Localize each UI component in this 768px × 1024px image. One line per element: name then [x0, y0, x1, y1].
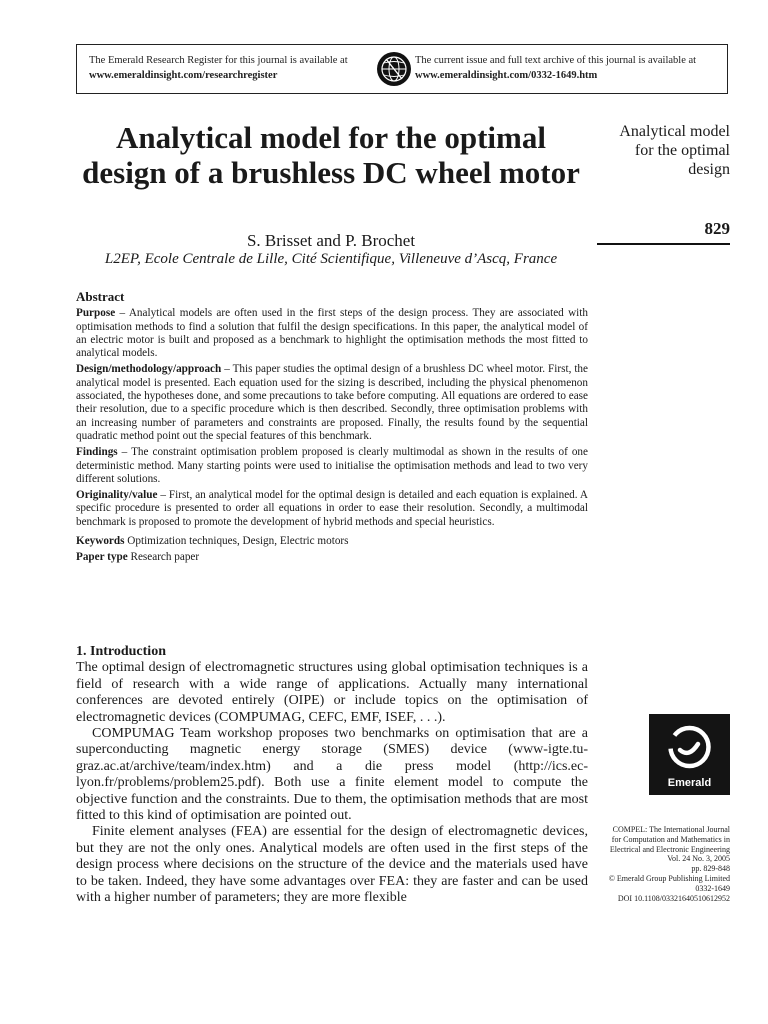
intro-paragraph: Finite element analyses (FEA) are essential for the design of electromagnetic devices, but they are not the only ones. Analytical models are often used in the first steps of the design process where decisions on the structure of the device and the materials used have to be taken. Indeed, they have some advantages over FEA: they are faster and can be used with a higher number of parameters; they are more flexible [76, 824, 588, 906]
page-number: 829 [704, 219, 730, 238]
purpose-text: – Analytical models are often used in the first steps of the design process. They are associated with optimisation methods to find a solution that fulfil the design specifications. In this paper, the analytical model of an electric motor is built and proposed as a benchmark to highlight the optimisation methods the most fitted to analytical models. [76, 307, 588, 360]
journal-info-line: DOI 10.1108/03321640510612952 [617, 893, 730, 903]
findings-label: Findings [76, 446, 118, 459]
abstract-purpose [76, 307, 588, 360]
archive-notice [415, 53, 725, 83]
introduction-heading: 1. Introduction [76, 644, 166, 659]
research-register-text: The Emerald Research Register for this journal is available at [89, 55, 348, 66]
emerald-logo [649, 714, 730, 795]
paper-type-label: Paper type [76, 551, 128, 564]
running-title [590, 122, 730, 179]
abstract-design [76, 363, 588, 443]
keywords-label: Keywords [76, 535, 125, 548]
abstract-keywords [76, 535, 588, 548]
journal-info-line: for Computation and Mathematics in [611, 834, 730, 844]
globe-icon [376, 51, 412, 87]
journal-info-line: COMPEL: The International Journal [612, 825, 730, 834]
abstract-section [76, 290, 588, 568]
journal-citation [586, 825, 730, 903]
paper-type-text: Research paper [127, 551, 200, 564]
archive-link[interactable]: www.emeraldinsight.com/0332-1649.htm [415, 70, 598, 81]
abstract-originality [76, 489, 588, 529]
design-label: Design/methodology/approach [76, 363, 222, 376]
emerald-wordmark: Emerald [667, 777, 712, 789]
research-register-notice [89, 53, 379, 83]
archive-text: The current issue and full text archive of this journal is available at [415, 55, 697, 66]
paper-authors: S. Brisset and P. Brochet [246, 231, 416, 250]
research-register-link[interactable]: www.emeraldinsight.com/researchregister [89, 70, 278, 81]
intro-paragraph: COMPUMAG Team workshop proposes two benchmarks on optimisation that are a superconducting magnetic energy storage (SMES) device (www-igte.tu-graz.ac.at/archive/team/index.htm) and a die press model (http://ics.ec-lyon.fr/problems/problem25.pdf). Both use a finite element model to compute the objective function and the constraints. Due to them, the optimisation methods that are most fitted to this kind of optimisation are pointed out. [76, 726, 588, 824]
intro-paragraph: The optimal design of electromagnetic structures using global optimisation techniques is a field of research with a wide range of applications. Actually many international conferences are devoted entirely (OIPE) or include topics on the optimisation of electromagnetic devices (COMPUMAG, CEFC, EMF, ISEF, . . .). [76, 660, 588, 725]
author-affiliation: L2EP, Ecole Centrale de Lille, Cité Scientifique, Villeneuve d’Ascq, France [104, 251, 558, 267]
abstract-findings [76, 446, 588, 486]
findings-text: – The constraint optimisation problem proposed is clearly multimodal as shown in the results of one deterministic method. Many starting points were used to initialise the optimisation methods and lead to two very different solutions. [76, 446, 588, 485]
introduction-section [76, 644, 588, 907]
running-title-line: Analytical model [619, 123, 730, 140]
journal-info-line: 0332-1649 [695, 883, 730, 893]
running-header-rule [597, 243, 730, 245]
originality-label: Originality/value [76, 489, 158, 502]
journal-info-line: pp. 829-848 [691, 864, 730, 874]
journal-banner [76, 44, 728, 94]
running-title-line: for the optimal [634, 142, 730, 159]
paper-title: Analytical model for the optimal design of a brushless DC wheel motor [82, 120, 580, 190]
purpose-label: Purpose [76, 307, 116, 320]
running-title-line: design [688, 161, 730, 178]
journal-info-line: Vol. 24 No. 3, 2005 [667, 854, 730, 864]
journal-info-line: Electrical and Electronic Engineering [609, 844, 730, 854]
keywords-text: Optimization techniques, Design, Electric motors [124, 535, 349, 548]
abstract-paper-type [76, 551, 588, 564]
design-text: – This paper studies the optimal design of a brushless DC wheel motor. First, the analytical model is presented. Each equation used for the sizing is described, including the physical phenomenon associated, the hypotheses done, and some precautions to take before computing. All equations are ordered to ease their resolution, due to a specific procedure which is then described. Secondly, three optimisation problems with an increasing number of parameters and constraints are proposed. Finally, the results found by the sequential quadratic method point out the special features of this benchmark. [76, 363, 588, 442]
originality-text: – First, an analytical model for the optimal design is detailed and each equation is explained. A specific procedure is presented to order all equations in order to ease their resolution. Secondly, a multimodal benchmark is proposed to promote the development of hybrid methods and special heuristics. [76, 489, 588, 528]
journal-info-line: © Emerald Group Publishing Limited [608, 873, 730, 883]
abstract-heading: Abstract [76, 289, 125, 304]
